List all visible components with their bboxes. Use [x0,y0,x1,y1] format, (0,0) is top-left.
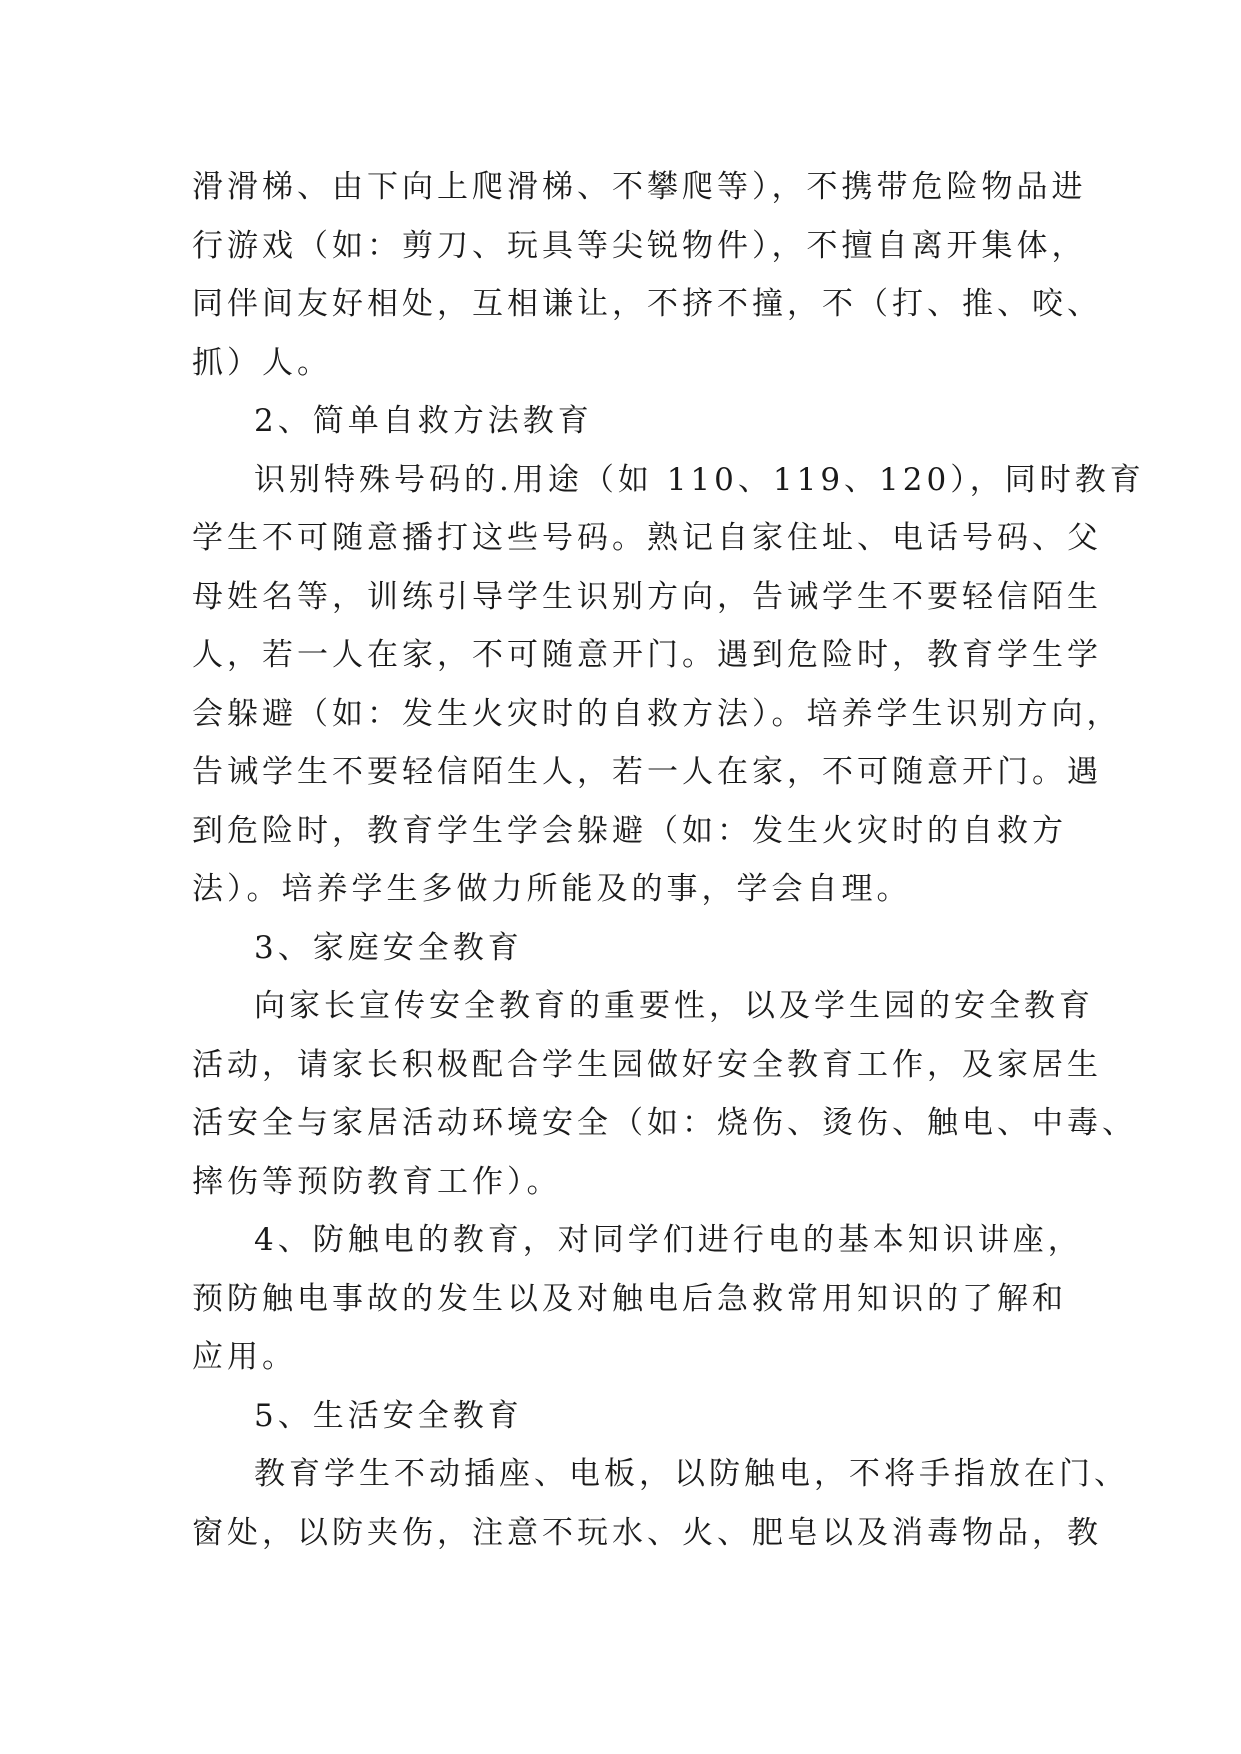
text-line: 应用。 [192,1339,297,1375]
section-heading: 4、防触电的教育，对同学们进行电的基本知识讲座， [254,1222,1083,1258]
text-line: 法）。培养学生多做力所能及的事，学会自理。 [192,871,912,907]
text-line: 母姓名等，训练引导学生识别方向，告诫学生不要轻信陌生 [192,578,1102,615]
document-body [192,158,1145,1562]
text-line: 学生不可随意播打这些号码。熟记自家住址、电话号码、父 [192,520,1102,556]
section-heading: 3、家庭安全教育 [254,929,523,966]
text-line: 同伴间友好相处，互相谦让，不挤不撞，不（打、推、咬、 [192,286,1102,322]
text-line: 教育学生不动插座、电板，以防触电，不将手指放在门、 [254,1456,1129,1492]
text-line: 行游戏（如：剪刀、玩具等尖锐物件），不擅自离开集体， [192,227,1087,264]
text-line: 活安全与家居活动环境安全（如：烧伤、烫伤、触电、中毒、 [192,1105,1137,1141]
text-line: 会躲避（如：发生火灾时的自救方法）。培养学生识别方向， [192,695,1122,732]
text-line: 到危险时，教育学生学会躲避（如：发生火灾时的自救方 [192,812,1067,849]
text-line: 活动，请家长积极配合学生园做好安全教育工作，及家居生 [192,1046,1102,1083]
section-heading: 5、生活安全教育 [254,1397,523,1434]
text-line: 预防触电事故的发生以及对触电后急救常用知识的了解和 [192,1280,1067,1317]
text-line: 窗处，以防夹伤，注意不玩水、火、肥皂以及消毒物品，教 [192,1514,1102,1551]
text-line: 人，若一人在家，不可随意开门。遇到危险时，教育学生学 [192,637,1102,673]
text-line: 摔伤等预防教育工作）。 [192,1163,562,1200]
text-line: 抓）人。 [192,344,332,381]
text-line: 向家长宣传安全教育的重要性，以及学生园的安全教育 [254,988,1094,1024]
text-line: 滑滑梯、由下向上爬滑梯、不攀爬等），不携带危险物品进 [192,169,1087,205]
section-heading: 2、简单自救方法教育 [254,403,593,439]
text-line: 识别特殊号码的.用途（如 110、119、120），同时教育 [254,461,1145,498]
text-line: 告诫学生不要轻信陌生人，若一人在家，不可随意开门。遇 [192,754,1102,790]
